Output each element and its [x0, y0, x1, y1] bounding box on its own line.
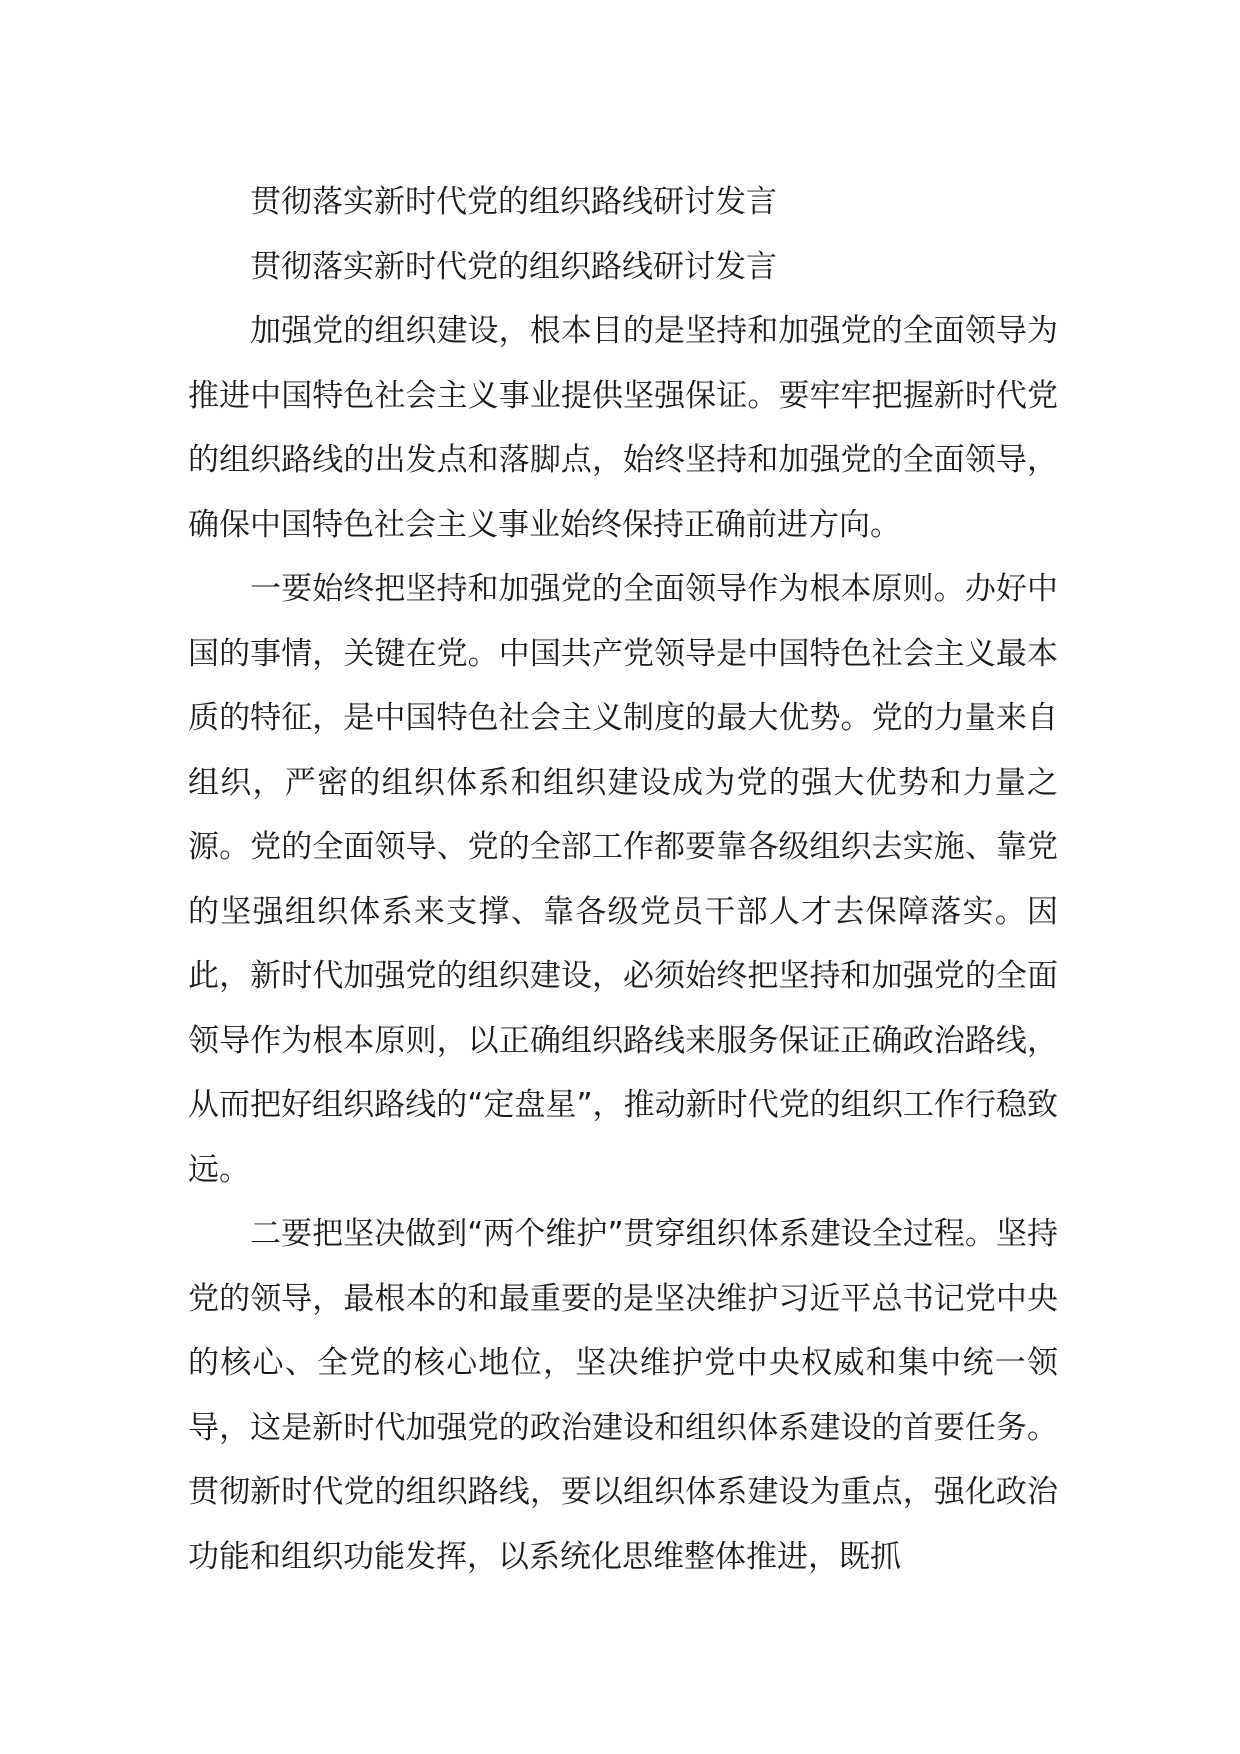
document-subtitle: 贯彻落实新时代党的组织路线研讨发言	[250, 248, 777, 285]
document-title: 贯彻落实新时代党的组织路线研讨发言	[250, 184, 777, 220]
paragraph-intro: 加强党的组织建设，根本目的是坚持和加强党的全面领导为推进中国特色社会主义事业提供坚强保证。要牢牢把握新时代党的组织路线的出发点和落脚点，始终坚持和加强党的全面领导，确保中国特色社会主义事业始终保持正确前进方向。	[188, 313, 1058, 543]
paragraph-point-two: 二要把坚决做到“两个维护”贯穿组织体系建设全过程。坚持党的领导，最根本的和最重要的是坚决维护习近平总书记党中央的核心、全党的核心地位，坚决维护党中央权威和集中统一领导，这是新时代加强党的政治建设和组织体系建设的首要任务。贯彻新时代党的组织路线，要以组织体系建设为重点，强化政治功能和组织功能发挥，以系统化思维整体推进，既抓	[188, 1216, 1058, 1575]
document-page	[188, 170, 1058, 1589]
paragraph-point-one: 一要始终把坚持和加强党的全面领导作为根本原则。办好中国的事情，关键在党。中国共产党领导是中国特色社会主义最本质的特征，是中国特色社会主义制度的最大优势。党的力量来自组织，严密的组织体系和组织建设成为党的强大优势和力量之源。党的全面领导、党的全部工作都要靠各级组织去实施、靠党的坚强组织体系来支撑、靠各级党员干部人才去保障落实。因此，新时代加强党的组织建设，必须始终把坚持和加强党的全面领导作为根本原则，以正确组织路线来服务保证正确政治路线，从而把好组织路线的“定盘星”，推动新时代党的组织工作行稳致远。	[188, 571, 1058, 1188]
